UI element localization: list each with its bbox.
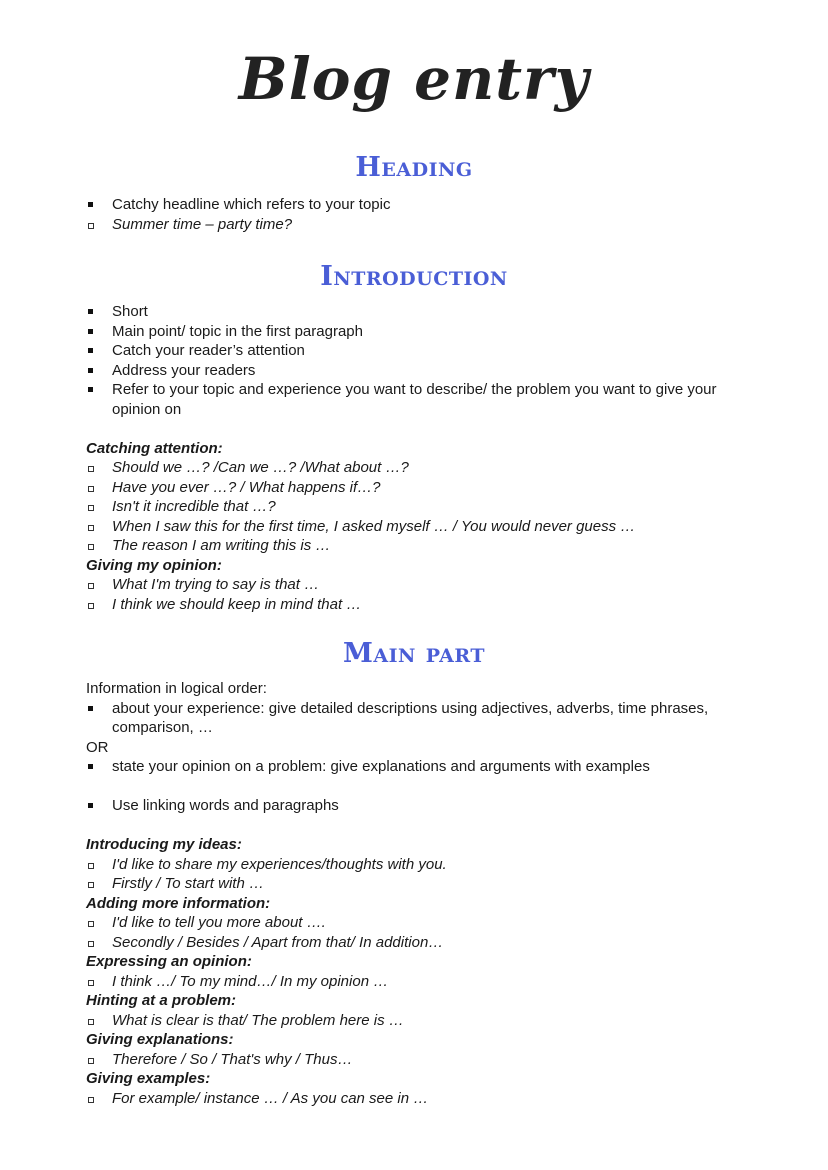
category-label: Expressing an opinion: [86,953,252,970]
list-item: Have you ever …? / What happens if…? [86,478,726,498]
document-title: Blog entry [238,45,590,113]
section-main-part-title: Main part [342,638,486,669]
list-item: I'd like to share my experiences/thoughts with you. [86,855,726,875]
list-item: For example/ instance … / As you can see in … [86,1089,726,1109]
category-label: Adding more information: [86,894,271,912]
list-item: Refer to your topic and experience you want to describe/ the problem you want to give your opinion on [86,380,726,419]
category-label: Giving my opinion: [86,556,222,574]
introduction-section [86,302,726,614]
category-label: Introducing my ideas: [86,836,242,853]
category-label: Catching attention: [86,439,223,457]
list-item: I think we should keep in mind that … [86,595,726,615]
category-label: Giving examples: [86,1070,211,1087]
list-item: Firstly / To start with … [86,874,726,894]
list-item: Short [86,302,726,322]
list-item: Catch your reader’s attention [86,341,726,361]
list-item: I think …/ To my mind…/ In my opinion … [86,972,726,992]
section-introduction-title: Introduction [320,261,508,292]
main-part-section [86,679,726,1108]
list-item: What I'm trying to say is that … [86,575,726,595]
main-part-intro: Information in logical order: [86,680,267,697]
list-item: I'd like to tell you more about …. [86,913,726,933]
list-item: Secondly / Besides / Apart from that/ In addition… [86,933,726,953]
list-item: state your opinion on a problem: give explanations and arguments with examples [86,757,726,777]
list-item: Therefore / So / That's why / Thus… [86,1050,726,1070]
list-item: What is clear is that/ The problem here is … [86,1011,726,1031]
section-heading-title: Heading [355,152,473,183]
category-label: Hinting at a problem: [86,992,236,1009]
list-item: Catchy headline which refers to your topic [86,195,726,215]
list-item: Summer time – party time? [86,215,726,235]
list-item: Isn't it incredible that …? [86,497,726,517]
list-item: Main point/ topic in the first paragraph [86,322,726,342]
list-item: The reason I am writing this is … [86,536,726,556]
list-item: When I saw this for the first time, I asked myself … / You would never guess … [86,517,726,537]
category-label: Giving explanations: [86,1031,234,1048]
list-item: about your experience: give detailed descriptions using adjectives, adverbs, time phrases, comparison, … [86,699,726,738]
or-label: OR [86,738,109,756]
list-item: Use linking words and paragraphs [86,796,726,816]
list-item: Address your readers [86,361,726,381]
heading-section [86,195,726,234]
list-item: Should we …? /Can we …? /What about …? [86,458,726,478]
